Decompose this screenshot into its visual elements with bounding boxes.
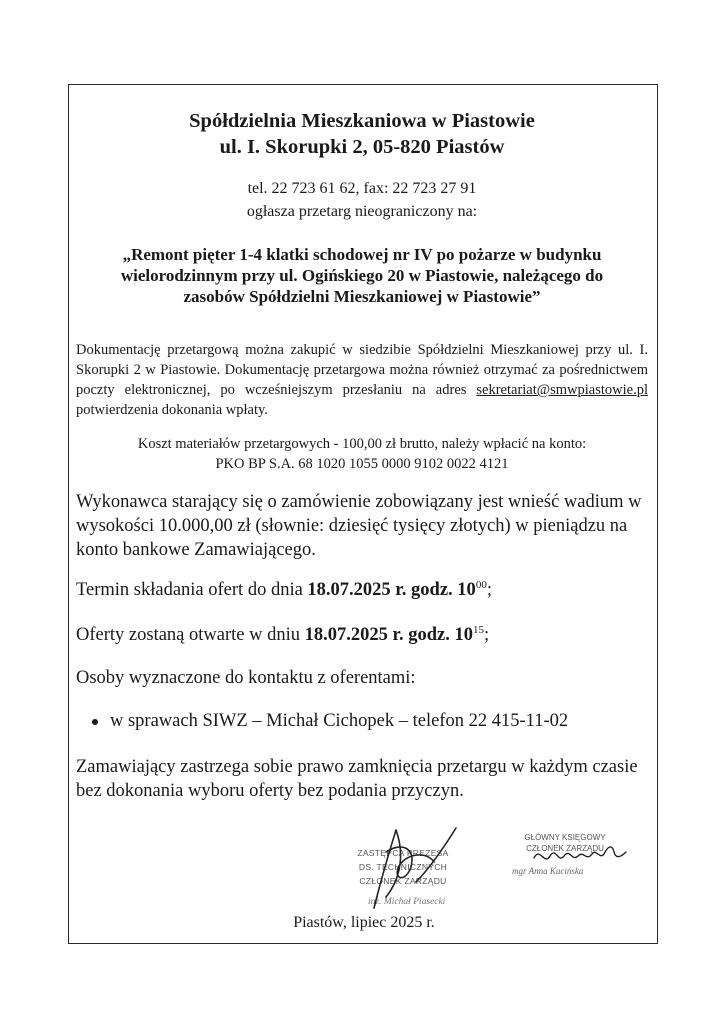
contact-person: w sprawach SIWZ – Michał Cichopek – telefon 22 415-11-02 <box>110 711 569 731</box>
email-link[interactable]: sekretariat@smwpiastowie.pl <box>476 382 648 398</box>
opening-suffix: ; <box>484 625 490 645</box>
opening-label: Oferty zostaną otwarte w dniu <box>76 625 305 645</box>
list-item <box>92 709 568 733</box>
contacts-intro: Osoby wyznaczone do kontaktu z oferentami: <box>76 668 416 688</box>
tender-title-line: wielorodzinnym przy ul. Ogińskiego 20 w Piastowie, należącego do <box>120 266 604 285</box>
tender-announcement: ogłasza przetarg nieograniczony na: <box>246 203 478 220</box>
signature-left <box>356 822 466 912</box>
opening-minutes: 15 <box>473 624 484 636</box>
deadline-label: Termin składania ofert do dnia <box>76 580 308 600</box>
deadline-minutes: 00 <box>475 579 487 591</box>
place-and-date: Piastów, lipiec 2025 r. <box>293 914 435 931</box>
tender-title <box>84 244 640 307</box>
tender-title-line: zasobów Spółdzielni Mieszkaniowej w Piastowie” <box>183 287 541 306</box>
cost-paragraph <box>0 434 724 474</box>
deadline-suffix: ; <box>486 580 492 600</box>
opening-date: 18.07.2025 r. godz. 10 <box>304 625 473 645</box>
organization-name: Spółdzielnia Mieszkaniowa w Piastowie <box>189 110 535 132</box>
organization-address: ul. I. Skorupki 2, 05-820 Piastów <box>219 136 505 158</box>
tender-title-line: „Remont pięter 1-4 klatki schodowej nr IV po pożarze w budynku <box>122 245 602 264</box>
signature-right <box>530 838 630 874</box>
bullet-icon <box>92 719 98 725</box>
bank-account: PKO BP S.A. 68 1020 1055 0000 9102 0022 4121 <box>215 456 509 472</box>
stamp-deputy-president: ZASTĘPCA PREZESA DS. TECHNICZNYCH CZŁONEK ZARZĄDU <box>357 848 449 886</box>
documentation-text: Dokumentację przetargową można zakupić w siedzibie Spółdzielni Mieszkaniowej przy ul. I. Skorupki 2 w Piastowie. Dokumentację przetargowa można również otrzymać za pośrednictwem poczty elektronicznej, po wcześniejszym przesłaniu na adres <box>76 342 648 398</box>
bid-bond-paragraph: Wykonawca starający się o zamówienie zobowiązany jest wnieść wadium w wysokości 10.000,00 zł (słownie: dziesięć tysięcy złotych) w pieniądzu na konto bankowe Zamawiającego. <box>76 492 642 560</box>
documentation-text-end: potwierdzenia dokonania wpłaty. <box>76 402 268 418</box>
reservation-clause: Zamawiający zastrzega sobie prawo zamknięcia przetargu w każdym czasie bez dokonania wyboru oferty bez podania przyczyn. <box>76 757 638 801</box>
cost-text: Koszt materiałów przetargowych - 100,00 zł brutto, należy wpłacić na konto: <box>137 436 587 452</box>
stamp-chief-accountant: GŁÓWNY KSIĘGOWY CZŁONEK ZARZĄDU <box>524 833 606 853</box>
signatory-name: inż. Michał Piasecki <box>368 897 446 907</box>
signatory-name: mgr Anna Kucińska <box>512 866 584 876</box>
deadline-date: 18.07.2025 r. godz. 10 <box>307 580 476 600</box>
opening-time <box>76 623 656 647</box>
phone-fax: tel. 22 723 61 62, fax: 22 723 27 91 <box>247 180 477 197</box>
documentation-paragraph <box>76 340 648 420</box>
submission-deadline <box>76 578 656 602</box>
